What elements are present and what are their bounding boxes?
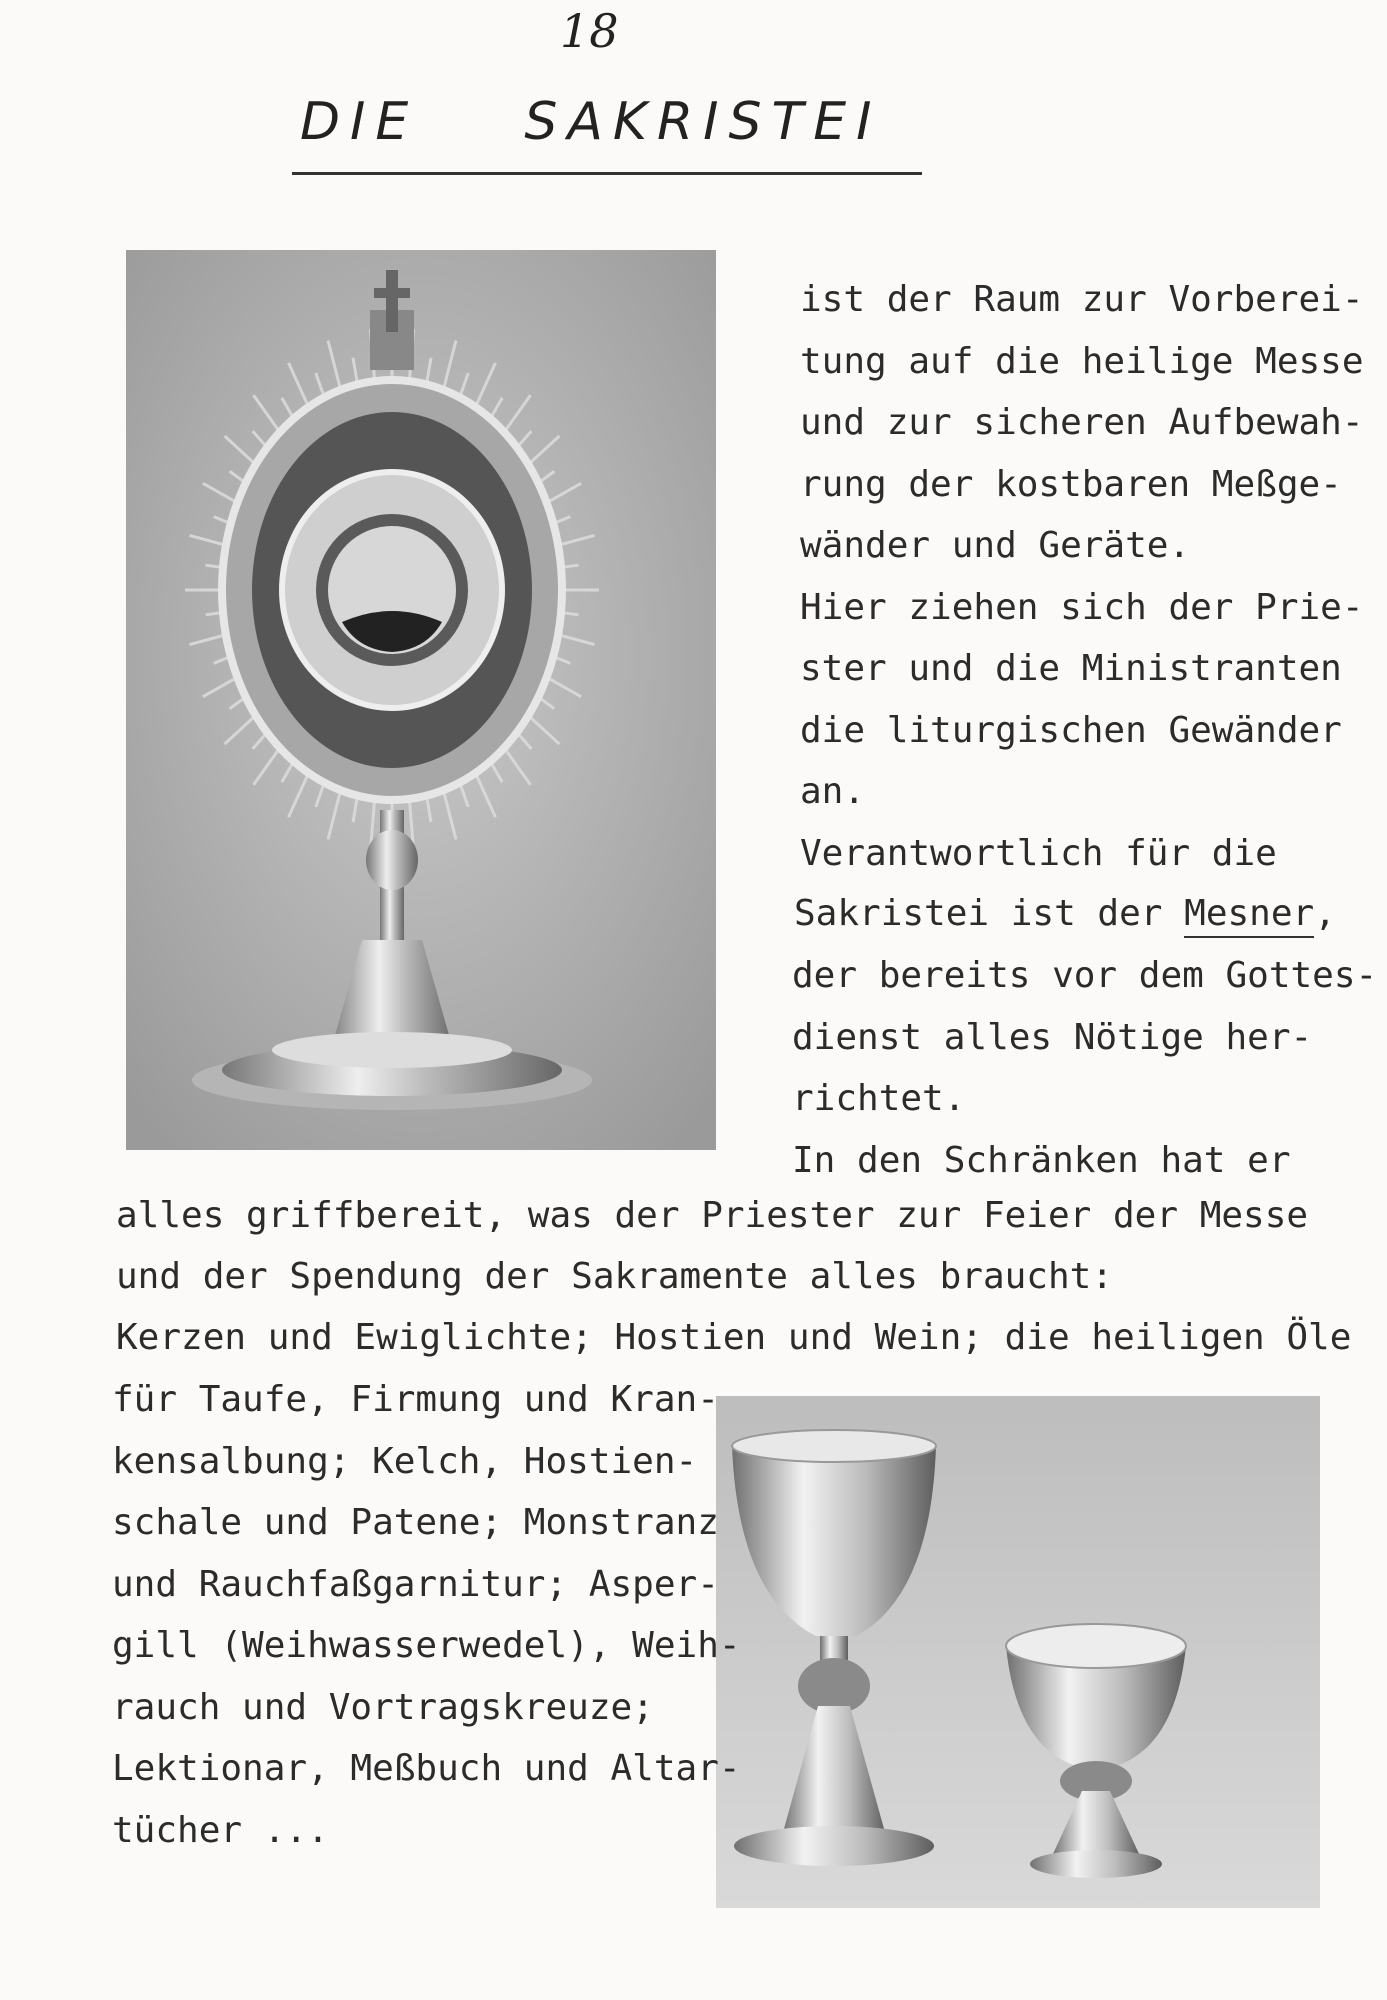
text-line: kensalbung; Kelch, Hostien- xyxy=(112,1440,698,1482)
text-line: tung auf die heilige Messe xyxy=(800,340,1364,382)
mesner-line-before: Sakristei ist der xyxy=(794,893,1185,934)
monstrance-photo xyxy=(126,250,716,1150)
mesner-line-after: , xyxy=(1314,893,1336,934)
text-line: rung der kostbaren Meßge- xyxy=(800,463,1342,505)
page-title: DIE SAKRISTEI xyxy=(300,92,882,152)
text-line: Kerzen und Ewiglichte; Hostien und Wein; die heiligen Öle xyxy=(116,1317,1352,1358)
text-line: tücher ... xyxy=(112,1809,329,1851)
mesner-underlined: Mesner xyxy=(1184,893,1314,938)
text-line: die liturgischen Gewänder xyxy=(800,709,1342,751)
text-line: Verantwortlich für die xyxy=(800,832,1277,874)
text-line: rauch und Vortragskreuze; xyxy=(112,1686,654,1728)
text-line: wänder und Geräte. xyxy=(800,525,1191,566)
text-line: In den Schränken hat er xyxy=(792,1139,1291,1181)
text-line: an. xyxy=(800,771,866,812)
text-line: Hier ziehen sich der Prie- xyxy=(800,586,1364,628)
text-line-mesner xyxy=(794,894,1336,934)
text-line: schale und Patene; Monstranz xyxy=(112,1502,719,1543)
text-line: richtet. xyxy=(792,1078,966,1119)
text-line: und der Spendung der Sakramente alles braucht: xyxy=(116,1256,1113,1297)
text-line: für Taufe, Firmung und Kran- xyxy=(112,1379,719,1420)
page-number: 18 xyxy=(560,4,619,58)
text-line: und zur sicheren Aufbewah- xyxy=(800,402,1364,443)
text-line: dienst alles Nötige her- xyxy=(792,1016,1313,1058)
text-line: ist der Raum zur Vorberei- xyxy=(800,279,1364,320)
text-line: und Rauchfaßgarnitur; Asper- xyxy=(112,1563,719,1605)
chalice-photo xyxy=(716,1396,1320,1908)
text-line: alles griffbereit, was der Priester zur Feier der Messe xyxy=(116,1195,1309,1236)
text-line: ster und die Ministranten xyxy=(800,648,1342,689)
text-line: der bereits vor dem Gottes- xyxy=(792,955,1378,996)
text-line: gill (Weihwasserwedel), Weih- xyxy=(112,1625,741,1666)
title-underline xyxy=(292,172,922,175)
text-line: Lektionar, Meßbuch und Altar- xyxy=(112,1748,741,1789)
